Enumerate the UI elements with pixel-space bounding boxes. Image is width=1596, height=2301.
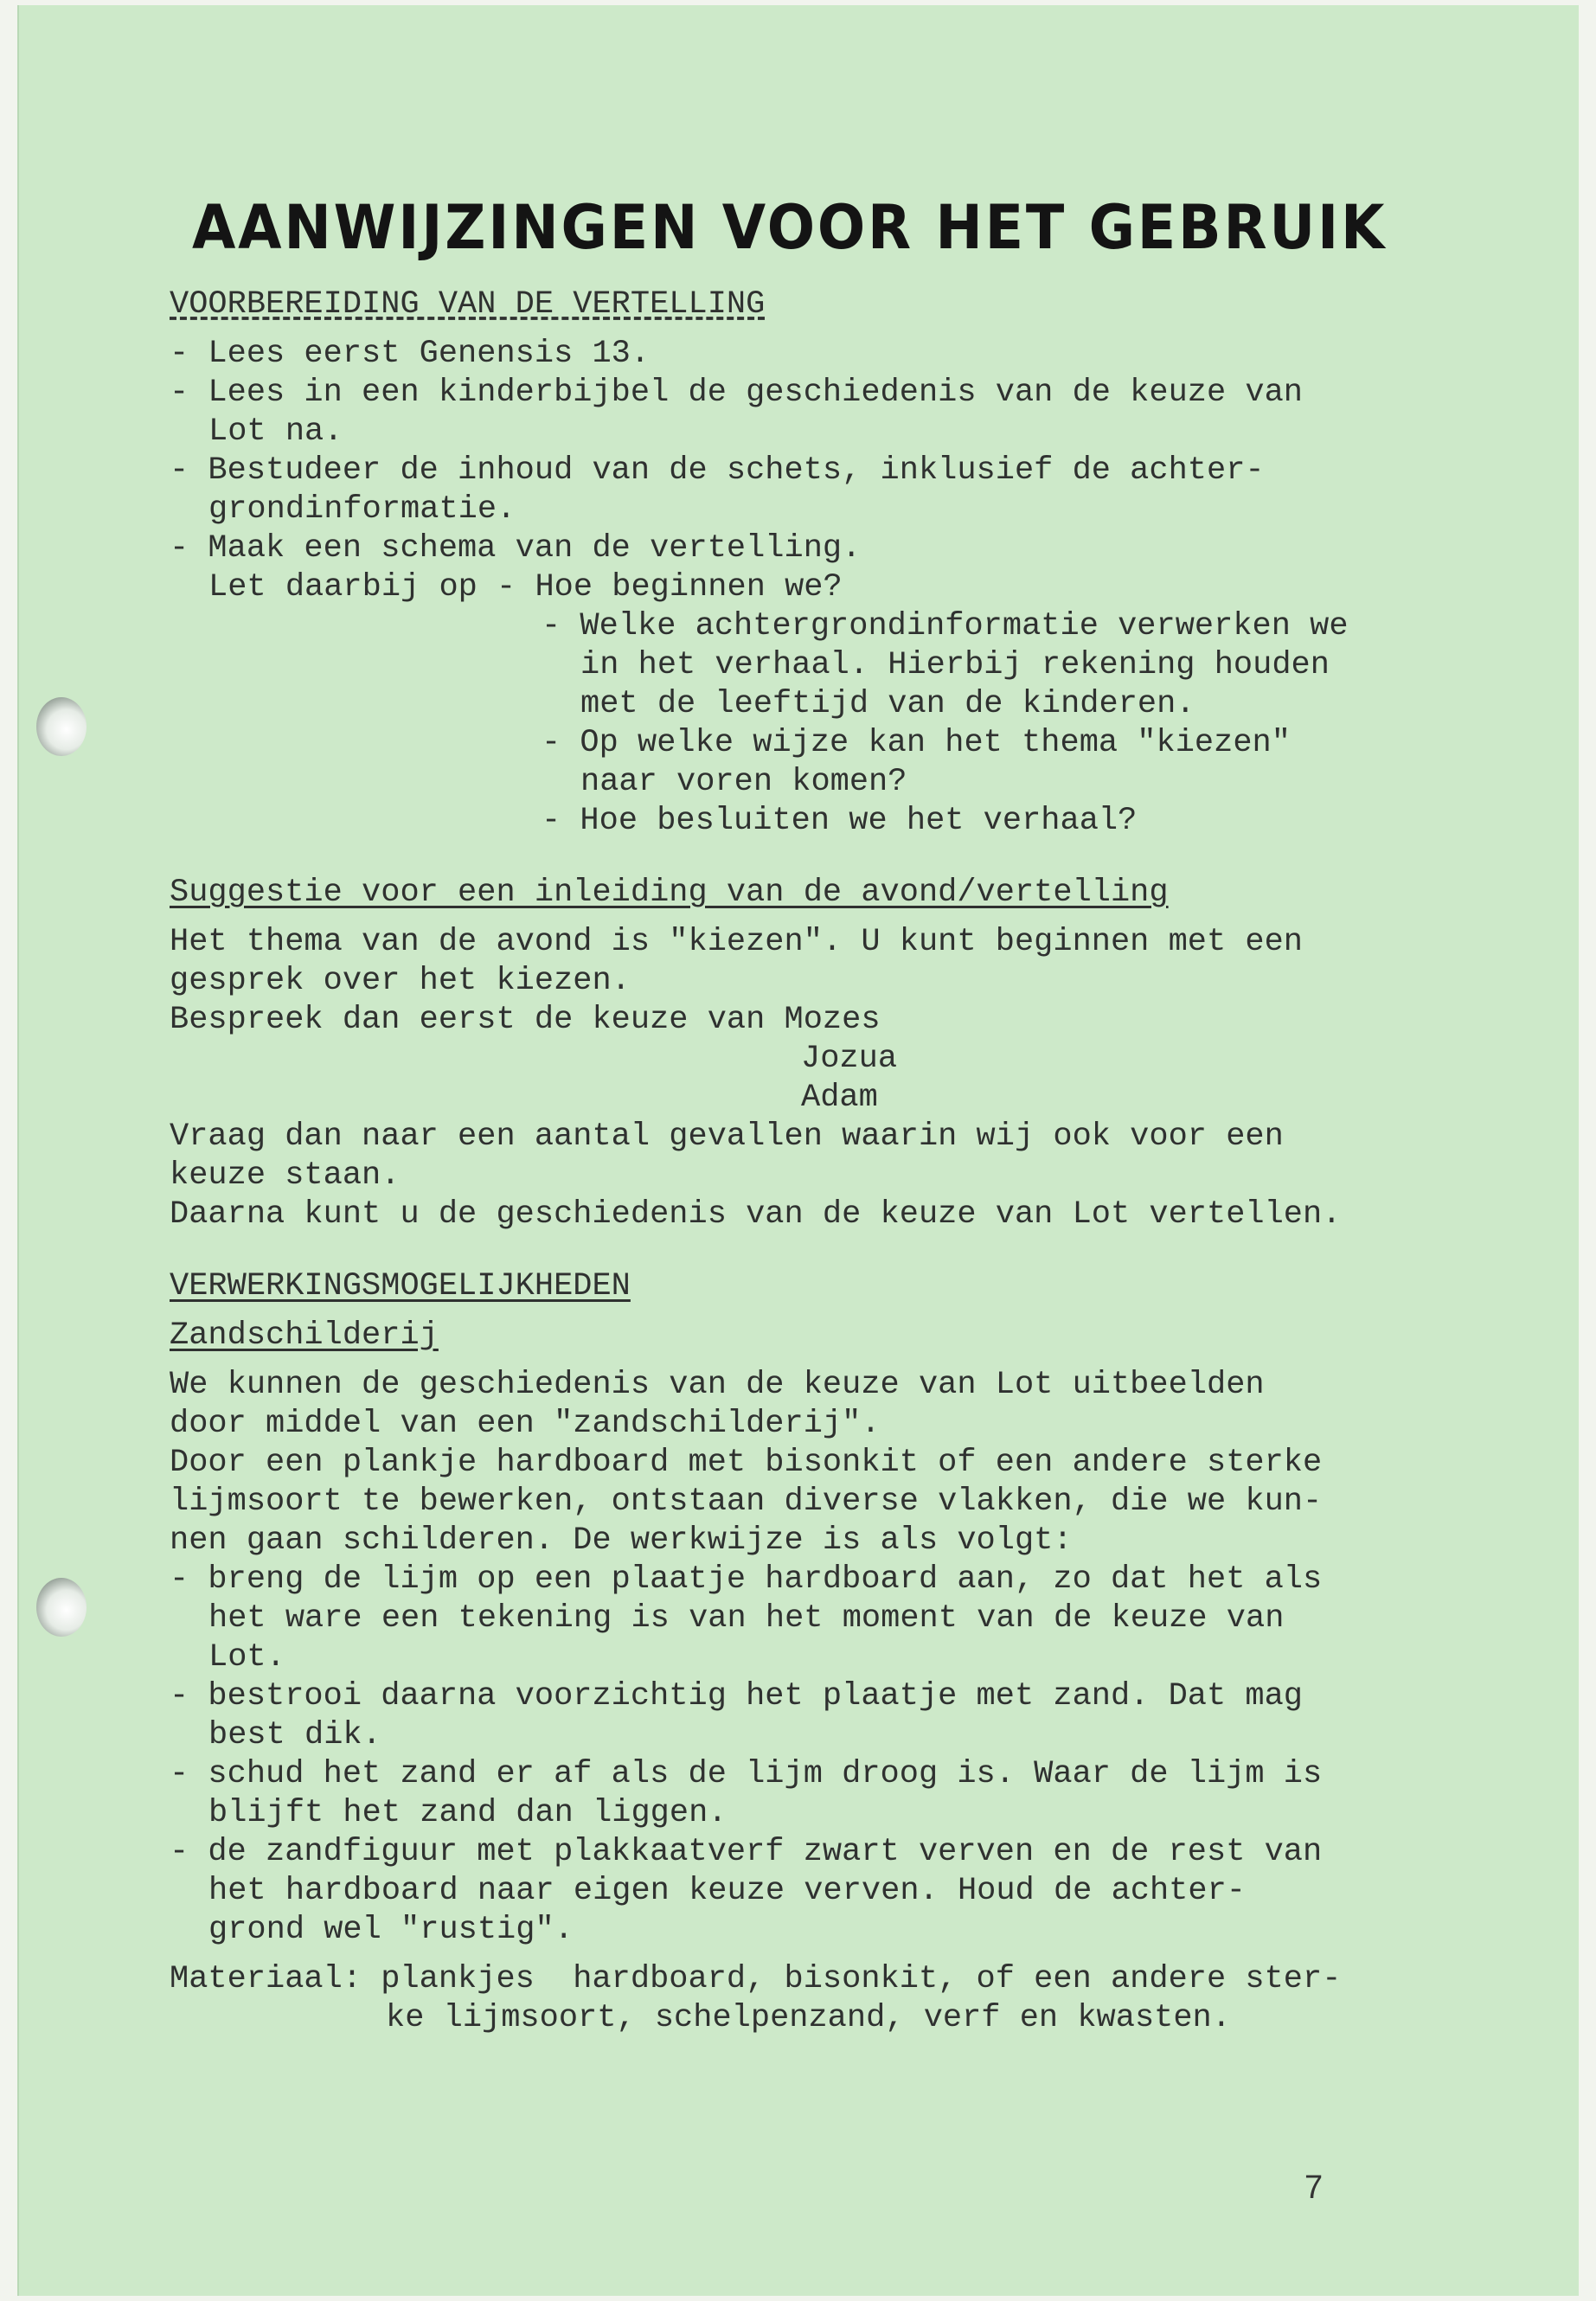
text-line: in het verhaal. Hierbij rekening houden (580, 647, 1330, 683)
text-line: We kunnen de geschiedenis van de keuze van Lot uitbeelden (170, 1367, 1265, 1403)
text-line: Bespreek dan eerst de keuze van Mozes (170, 1002, 881, 1038)
text-line: - Maak een schema van de vertelling. (170, 530, 862, 567)
text-line: blijft het zand dan liggen. (208, 1795, 727, 1831)
text-line: Het thema van de avond is "kiezen". U kunt beginnen met een (170, 924, 1304, 960)
text-line: het ware een tekening is van het moment van de keuze van (208, 1600, 1285, 1637)
text-line: het hardboard naar eigen keuze verven. Houd de achter- (208, 1873, 1246, 1909)
text-line: - schud het zand er af als de lijm droog is. Waar de lijm is (170, 1756, 1323, 1792)
text-line: gesprek over het kiezen. (170, 963, 631, 999)
binder-hole-top (36, 697, 87, 756)
text-line: Adam (801, 1080, 878, 1116)
text-line: Door een plankje hardboard met bisonkit of een andere sterke (170, 1445, 1323, 1481)
page-title: AANWIJZINGEN VOOR HET GEBRUIK (192, 192, 1388, 263)
subheading-zandschilderij: Zandschilderij (170, 1317, 439, 1354)
text-line: Let daarbij op - Hoe beginnen we? (208, 569, 843, 606)
text-line: - Hoe besluiten we het verhaal? (542, 803, 1138, 839)
binder-hole-bottom (36, 1578, 87, 1637)
text-line: naar voren komen? (580, 764, 907, 800)
material-line: ke lijmsoort, schelpenzand, verf en kwasten. (386, 2000, 1231, 2036)
text-line: Lot. (208, 1639, 285, 1676)
text-line: - Bestudeer de inhoud van de schets, inklusief de achter- (170, 452, 1265, 489)
text-line: best dik. (208, 1717, 381, 1753)
material-line: Materiaal: plankjes hardboard, bisonkit, of een andere ster- (170, 1961, 1342, 1997)
text-line: grond wel "rustig". (208, 1912, 574, 1948)
text-line: lijmsoort te bewerken, ontstaan diverse vlakken, die we kun- (170, 1484, 1323, 1520)
text-line: Daarna kunt u de geschiedenis van de keuze van Lot vertellen. (170, 1196, 1342, 1233)
text-line: - Lees eerst Genensis 13. (170, 336, 651, 372)
text-line: - de zandfiguur met plakkaatverf zwart verven en de rest van (170, 1834, 1323, 1870)
document-body (170, 285, 1398, 2038)
text-line: - breng de lijm op een plaatje hardboard aan, zo dat het als (170, 1561, 1323, 1598)
section-heading-suggestie: Suggestie voor een inleiding van de avond/vertelling (170, 875, 1169, 911)
text-line: Jozua (801, 1041, 898, 1077)
text-line: - Lees in een kinderbijbel de geschiedenis van de keuze van (170, 375, 1304, 411)
text-line: - bestrooi daarna voorzichtig het plaatje met zand. Dat mag (170, 1678, 1304, 1715)
text-line: Lot na. (208, 413, 343, 450)
text-line: door middel van een "zandschilderij". (170, 1406, 881, 1442)
text-line: keuze staan. (170, 1157, 401, 1194)
text-line: grondinformatie. (208, 491, 516, 528)
text-line: Vraag dan naar een aantal gevallen waarin wij ook voor een (170, 1118, 1284, 1155)
page-number: 7 (1304, 2170, 1324, 2206)
section-heading-verwerking: VERWERKINGSMOGELIJKHEDEN (170, 1268, 631, 1304)
text-line: - Op welke wijze kan het thema "kiezen" (542, 725, 1291, 761)
section-heading-voorbereiding: VOORBEREIDING VAN DE VERTELLING (170, 286, 766, 323)
text-line: nen gaan schilderen. De werkwijze is als volgt: (170, 1522, 1073, 1559)
text-line: met de leeftijd van de kinderen. (580, 686, 1195, 722)
text-line: - Welke achtergrondinformatie verwerken we (542, 608, 1349, 644)
